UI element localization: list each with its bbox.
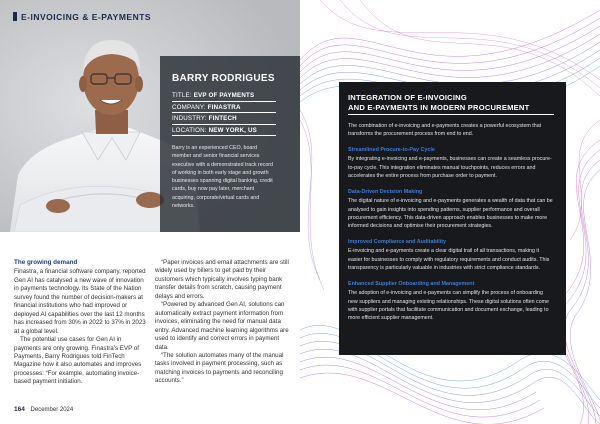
profile-row-value: NEW YORK, US bbox=[208, 126, 257, 134]
panel-section-body: The digital nature of e-invoicing and e-payments generates a wealth of data that can be analysed to gain insights into spending patterns, supplier performance and overall procurement efficiency. This data-driven approach enables businesses to make more informed decisions and optimise their procurement strategies. bbox=[348, 198, 553, 230]
profile-row-key: LOCATION: bbox=[172, 126, 207, 134]
profile-row-key: TITLE: bbox=[172, 92, 192, 99]
article-heading: The growing demand bbox=[14, 259, 78, 266]
profile-row-key: INDUSTRY: bbox=[172, 115, 207, 122]
section-label bbox=[13, 12, 151, 22]
article-paragraph: The potential use cases for Gen AI in payments are only growing. Finastra’s EVP of Payments, Barry Rodrigues told FinTech Magazine how it also automates and improves processes: “For example, automating invoice-based payment initiation. bbox=[14, 336, 142, 386]
panel-section-body: E-invoicing and e-payments create a clear digital trail of all transactions, making it easier for businesses to comply with regulatory requirements and conduct audits. This transparency is particularly valuable in industries with strict compliance standards. bbox=[348, 248, 550, 272]
article-paragraph: “Paper invoices and email attachments are still widely used by billers to get paid by their customers which typically involves typing bank transfer details from scratch, causing payment delays and errors. bbox=[155, 259, 289, 300]
profile-row-value: FINASTRA bbox=[207, 103, 241, 111]
info-panel bbox=[339, 82, 566, 355]
article-paragraph: Finastra, a financial software company, reported Gen AI has catalysed a new wave of innovation in payments technology. Its State of the Nation survey found the number of decision-makers at financial institutions who had improved or deployed AI capabilities over the last 12 months has increased from 30% in 2022 to 37% in 2023 at a global level. bbox=[14, 268, 146, 335]
panel-section-heading: Data-Driven Decision Making bbox=[348, 189, 423, 196]
panel-title-line-2: AND E-PAYMENTS IN MODERN PROCUREMENT bbox=[348, 103, 530, 112]
wave-left bbox=[300, 110, 324, 290]
section-label-text: E-INVOICING & E-PAYMENTS bbox=[21, 12, 152, 22]
panel-title-line-1: INTEGRATION OF E-INVOICING bbox=[348, 93, 467, 102]
profile-row-company bbox=[172, 102, 276, 114]
article-column-2 bbox=[155, 259, 290, 386]
page-number: 164 bbox=[14, 406, 25, 413]
panel-section-heading: Improved Compliance and Auditability bbox=[348, 239, 447, 246]
issue-date: December 2024 bbox=[30, 407, 74, 413]
panel-divider bbox=[348, 114, 554, 115]
panel-section-body: By integrating e-invoicing and e-payments, businesses can create a seamless procure-to-pay cycle. This integration eliminates manual touchpoints, reduces errors and accelerates the entire process from purchase order to payment. bbox=[348, 156, 552, 179]
page-footer bbox=[14, 406, 73, 413]
panel-intro: The combination of e-invoicing and e-payments creates a powerful ecosystem that transforms the procurement process from end to end. bbox=[348, 122, 542, 138]
profile-name: BARRY RODRIGUES bbox=[172, 73, 275, 84]
profile-row-industry bbox=[172, 113, 276, 125]
panel-section-heading: Streamlined Procure-to-Pay Cycle bbox=[348, 147, 435, 154]
right-page bbox=[300, 0, 600, 424]
profile-row-location bbox=[172, 125, 276, 137]
article-column-1 bbox=[14, 259, 149, 387]
panel-title bbox=[348, 93, 554, 113]
profile-row-key: COMPANY: bbox=[172, 103, 206, 111]
profile-row-value: EVP OF PAYMENTS bbox=[193, 92, 255, 99]
article-paragraph: “Powered by advanced Gen AI, solutions can automatically extract payment information from invoices, eliminating the need for manual data entry. Advanced machine learning algorithms are used to identify and correct errors in payment data. bbox=[155, 301, 289, 351]
profile-row-value: FINTECH bbox=[208, 115, 237, 122]
profile-bio: Barry is an experienced CEO, board member and senior financial services executive with a demonstrated track record of working in both early stage and growth businesses spanning digital banking, credit cards, buy now pay later, merchant acquiring, corporate/virtual cards and networks. bbox=[172, 145, 273, 210]
profile-row-title bbox=[172, 90, 276, 102]
article-paragraph: “The solution automates many of the manual tasks involved in payment processing, such as matching invoices to payments and reconciling accounts.” bbox=[155, 351, 284, 385]
profile-card bbox=[172, 73, 276, 210]
section-label-bar bbox=[13, 12, 17, 21]
panel-section-heading: Enhanced Supplier Onboarding and Management bbox=[348, 281, 475, 288]
panel-section-body: The adoption of e-invoicing and e-payments can simplify the process of onboarding new suppliers and managing existing relationships. These digital solutions often come with supplier portals that facilitate communication and document exchange, leading to more efficient supplier management. bbox=[348, 290, 550, 322]
